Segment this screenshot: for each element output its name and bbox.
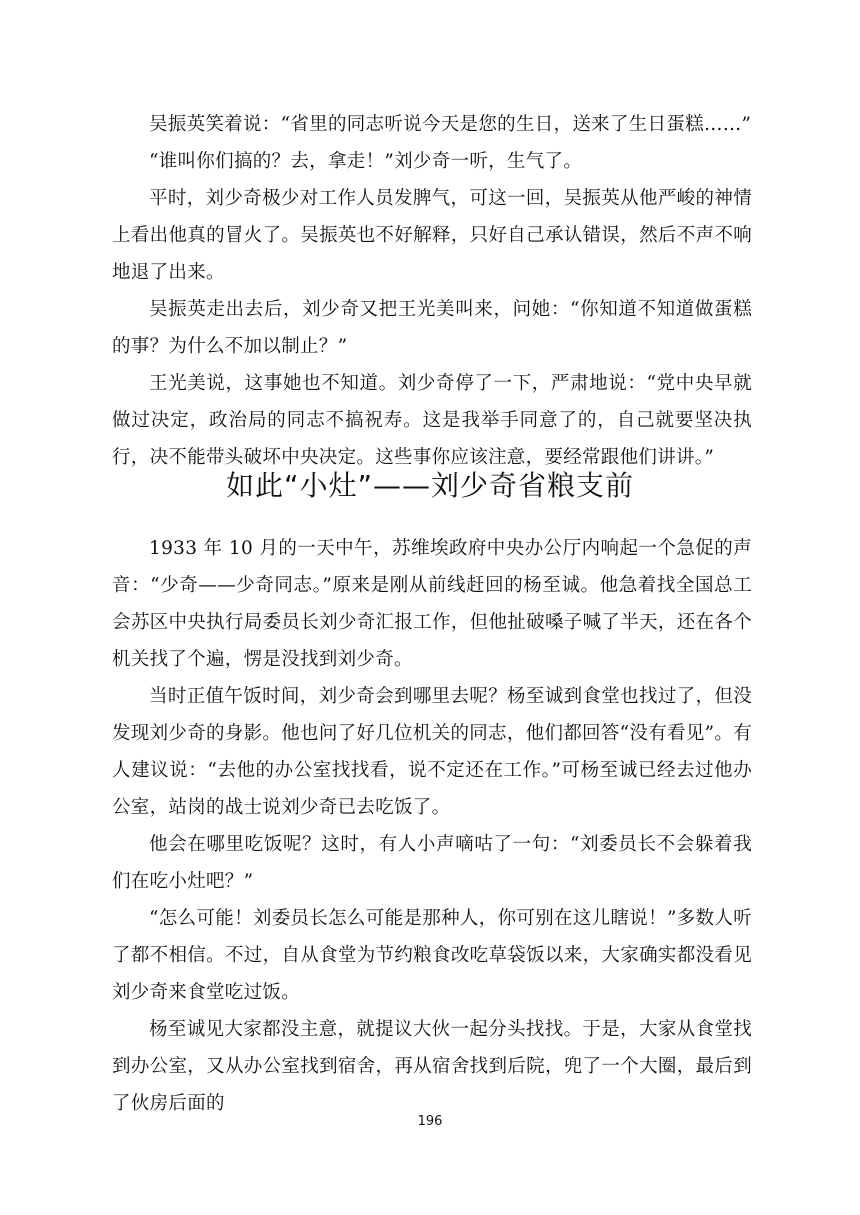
- paragraph: 吴振英笑着说：“省里的同志听说今天是您的生日，送来了生日蛋糕……”: [149, 114, 752, 135]
- paragraph: “谁叫你们搞的？去，拿走！”刘少奇一听，生气了。: [149, 151, 583, 172]
- paragraph: 1933 年 10 月的一天中午，苏维埃政府中央办公厅内响起一个急促的声音：“少奇——少奇同志。”原来是刚从前线赶回的杨至诚。他急着找全国总工会苏区中央执行局委员长刘少奇汇报工作，但他扯破嗓子喊了半天，还在各个机关找了个遍，愣是没找到刘少奇。: [112, 538, 752, 670]
- paragraph: 当时正值午饭时间，刘少奇会到哪里去呢？杨至诚到食堂也找过了，但没发现刘少奇的身影。他也问了好几位机关的同志，他们都回答“没有看见”。有人建议说：“去他的办公室找找看，说不定还在工作。”可杨至诚已经去过他办公室，站岗的战士说刘少奇已去吃饭了。: [112, 686, 752, 818]
- paragraph: “怎么可能！刘委员长怎么可能是那种人，你可别在这儿瞎说！”多数人听了都不相信。不过，自从食堂为节约粮食改吃草袋饭以来，大家确实都没看见刘少奇来食堂吃过饭。: [112, 908, 752, 1003]
- paragraph: 杨至诚见大家都没主意，就提议大伙一起分头找找。于是，大家从食堂找到办公室，又从办公室找到宿舍，再从宿舍找到后院，兜了一个大圈，最后到了伙房后面的: [112, 1019, 752, 1114]
- paragraph: 平时，刘少奇极少对工作人员发脾气，可这一回，吴振英从他严峻的神情上看出他真的冒火了。吴振英也不好解释，只好自己承认错误，然后不声不响地退了出来。: [112, 188, 752, 283]
- page-number: 196: [417, 1114, 443, 1129]
- section-title: 如此“小灶”——刘少奇省粮支前: [225, 469, 634, 502]
- paragraph: 吴振英走出去后，刘少奇又把王光美叫来，问她：“你知道不知道做蛋糕的事？为什么不加以制止？”: [112, 299, 752, 357]
- paragraph: 王光美说，这事她也不知道。刘少奇停了一下，严肃地说：“党中央早就做过决定，政治局的同志不搞祝寿。这是我举手同意了的，自己就要坚决执行，决不能带头破坏中央决定。这些事你应该注意，要经常跟他们讲讲。”: [112, 373, 752, 468]
- paragraph: 他会在哪里吃饭呢？这时，有人小声嘀咕了一句：“刘委员长不会躲着我们在吃小灶吧？”: [112, 834, 752, 892]
- bottom-text-block: [112, 530, 752, 1122]
- top-text-block: [112, 106, 752, 476]
